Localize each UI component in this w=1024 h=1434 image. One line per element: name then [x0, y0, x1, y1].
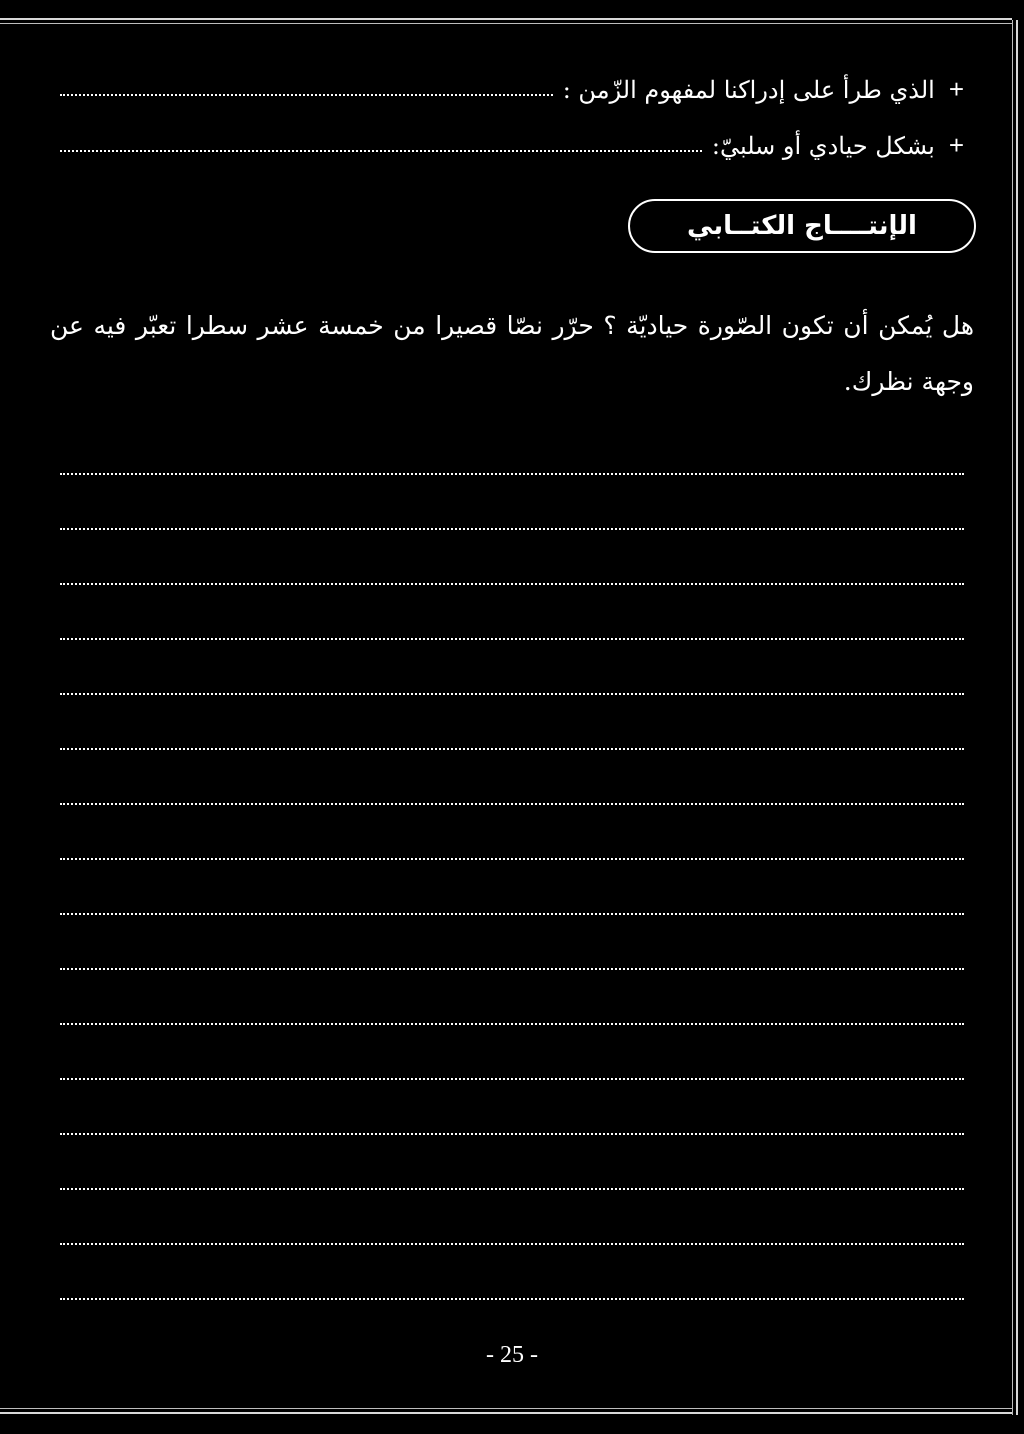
- bullet-text: الذي طرأ على إدراكنا لمفهوم الزّمن :: [562, 76, 935, 104]
- answer-line[interactable]: [60, 1025, 964, 1080]
- answer-line[interactable]: [60, 805, 964, 860]
- answer-line[interactable]: [60, 915, 964, 970]
- answer-line[interactable]: [60, 640, 964, 695]
- page-border-right: [1012, 20, 1018, 1415]
- answer-line[interactable]: [60, 475, 964, 530]
- answer-dotted-line[interactable]: [60, 94, 553, 96]
- answer-line[interactable]: [60, 585, 964, 640]
- answer-dotted-line[interactable]: [60, 150, 702, 152]
- answer-line[interactable]: [60, 1135, 964, 1190]
- answer-line[interactable]: [60, 1190, 964, 1245]
- plus-bullet-icon: +: [948, 74, 964, 104]
- answer-line[interactable]: [60, 695, 964, 750]
- answer-line[interactable]: [60, 750, 964, 805]
- answer-line[interactable]: [60, 860, 964, 915]
- answer-line[interactable]: [60, 970, 964, 1025]
- bullet-item-time-perception: [60, 70, 964, 104]
- page-number: - 25 -: [486, 1342, 538, 1368]
- plus-bullet-icon: +: [948, 130, 964, 160]
- page-border-bottom: [0, 1408, 1012, 1414]
- section-title-box: [628, 199, 976, 253]
- page-border-top: [0, 18, 1012, 24]
- bullet-item-neutral-negative: [60, 126, 964, 160]
- answer-line[interactable]: [60, 1080, 964, 1135]
- answer-line[interactable]: [60, 420, 964, 475]
- answer-lines: [60, 420, 964, 1300]
- answer-line[interactable]: [60, 530, 964, 585]
- answer-line[interactable]: [60, 1245, 964, 1300]
- section-title: الإنتــــاج الكتــابي: [687, 211, 917, 241]
- writing-prompt: هل يُمكن أن تكون الصّورة حياديّة ؟ حرّر نصّا قصيرا من خمسة عشر سطرا تعبّر فيه عن وجهة نظرك.: [50, 311, 974, 396]
- bullet-text: بشكل حيادي أو سلبيّ:: [711, 132, 935, 160]
